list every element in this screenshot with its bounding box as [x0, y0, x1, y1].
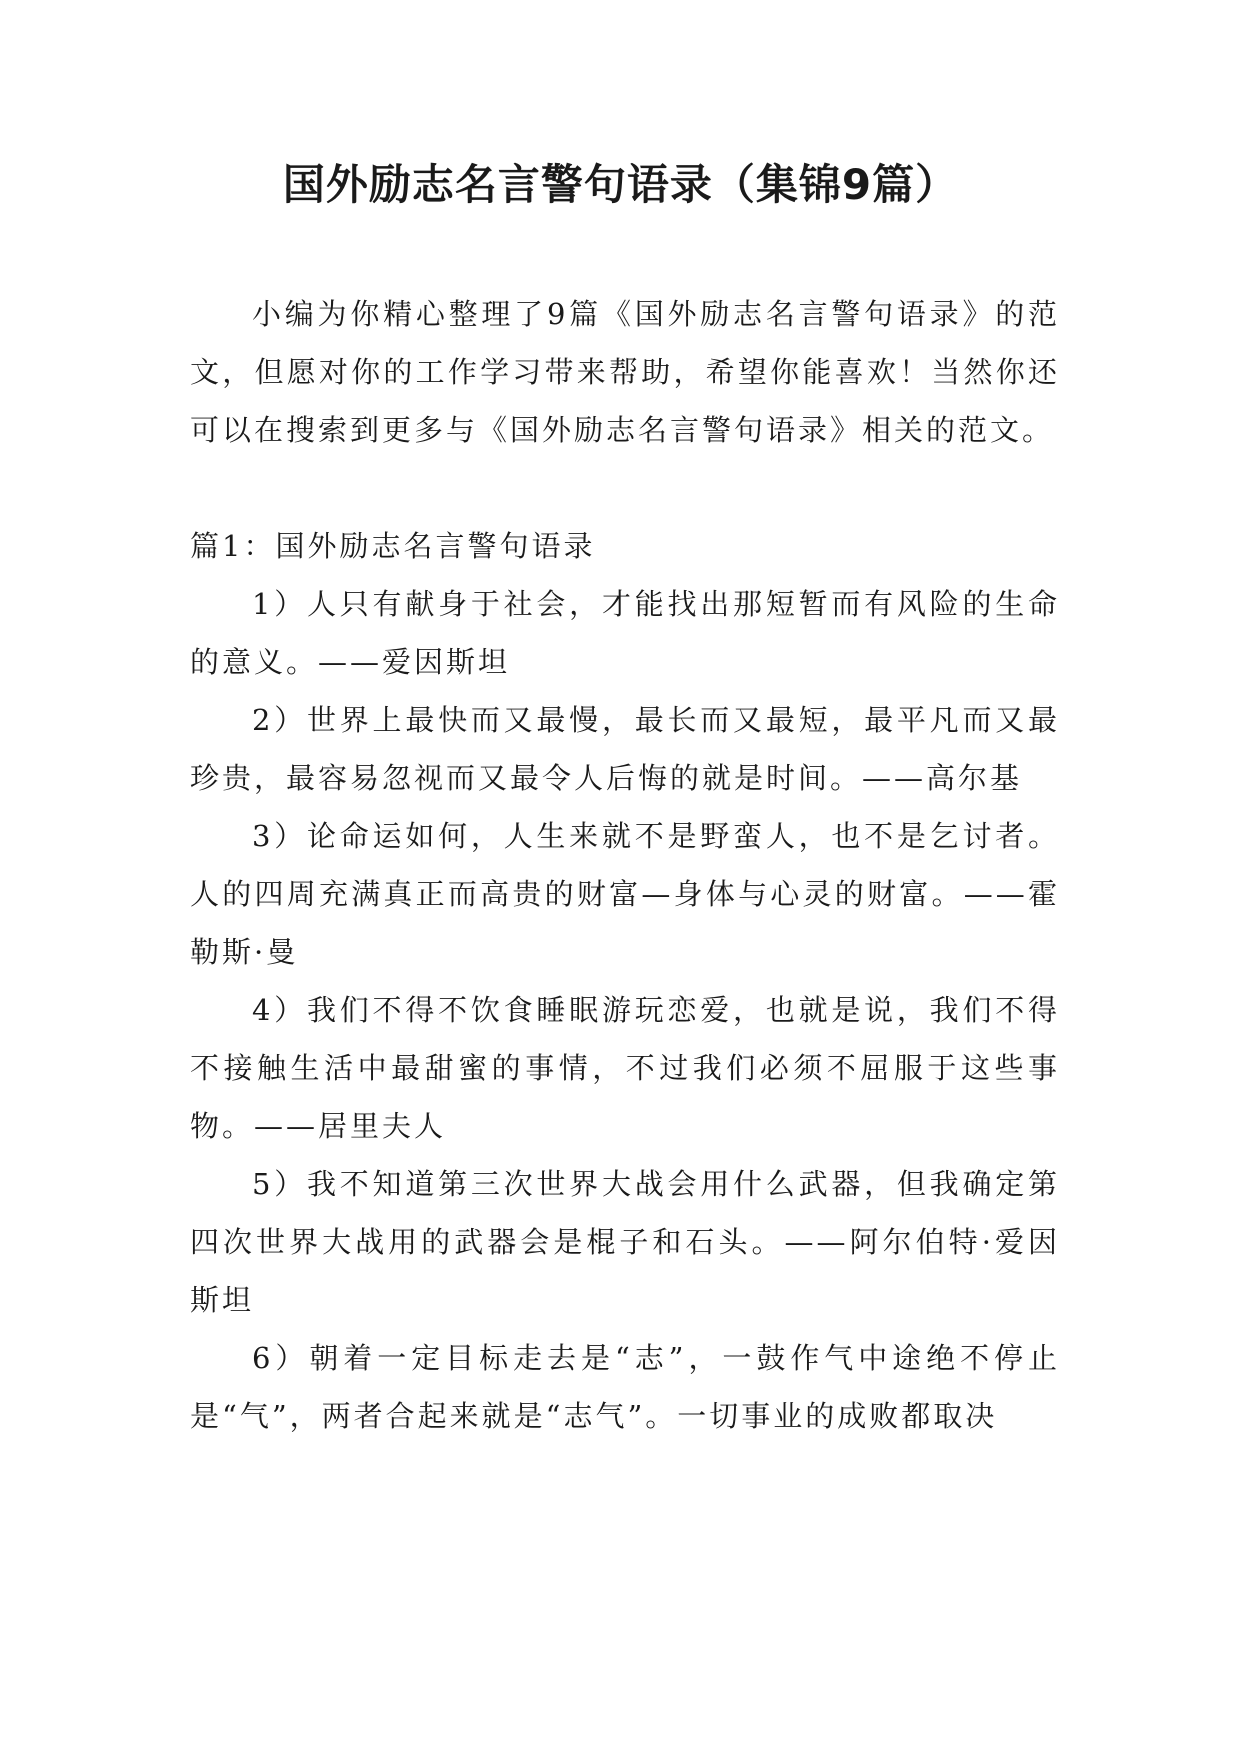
quote-paragraph: 3）论命运如何，人生来就不是野蛮人，也不是乞讨者。人的四周充满真正而高贵的财富—身体与心灵的财富。——霍勒斯·曼	[190, 819, 1060, 969]
quote-paragraph: 2）世界上最快而又最慢，最长而又最短，最平凡而又最珍贵，最容易忽视而又最令人后悔的就是时间。——高尔基	[190, 703, 1060, 795]
quote-paragraph: 4）我们不得不饮食睡眠游玩恋爱，也就是说，我们不得不接触生活中最甜蜜的事情，不过我们必须不屈服于这些事物。——居里夫人	[190, 993, 1060, 1143]
intro-paragraph: 小编为你精心整理了9篇《国外励志名言警句语录》的范文，但愿对你的工作学习带来帮助，希望你能喜欢！当然你还可以在搜索到更多与《国外励志名言警句语录》相关的范文。	[190, 297, 1060, 447]
quote-paragraph: 1）人只有献身于社会，才能找出那短暂而有风险的生命的意义。——爱因斯坦	[190, 587, 1060, 679]
quote-paragraph: 6）朝着一定目标走去是“志”，一鼓作气中途绝不停止是“气”，两者合起来就是“志气”。一切事业的成败都取决	[190, 1341, 1060, 1433]
quote-paragraph: 5）我不知道第三次世界大战会用什么武器，但我确定第四次世界大战用的武器会是棍子和石头。——阿尔伯特·爱因斯坦	[190, 1167, 1060, 1317]
document-title: 国外励志名言警句语录（集锦9篇）	[282, 160, 959, 209]
section-heading: 篇1：国外励志名言警句语录	[190, 529, 596, 563]
document-body	[190, 285, 1060, 1445]
